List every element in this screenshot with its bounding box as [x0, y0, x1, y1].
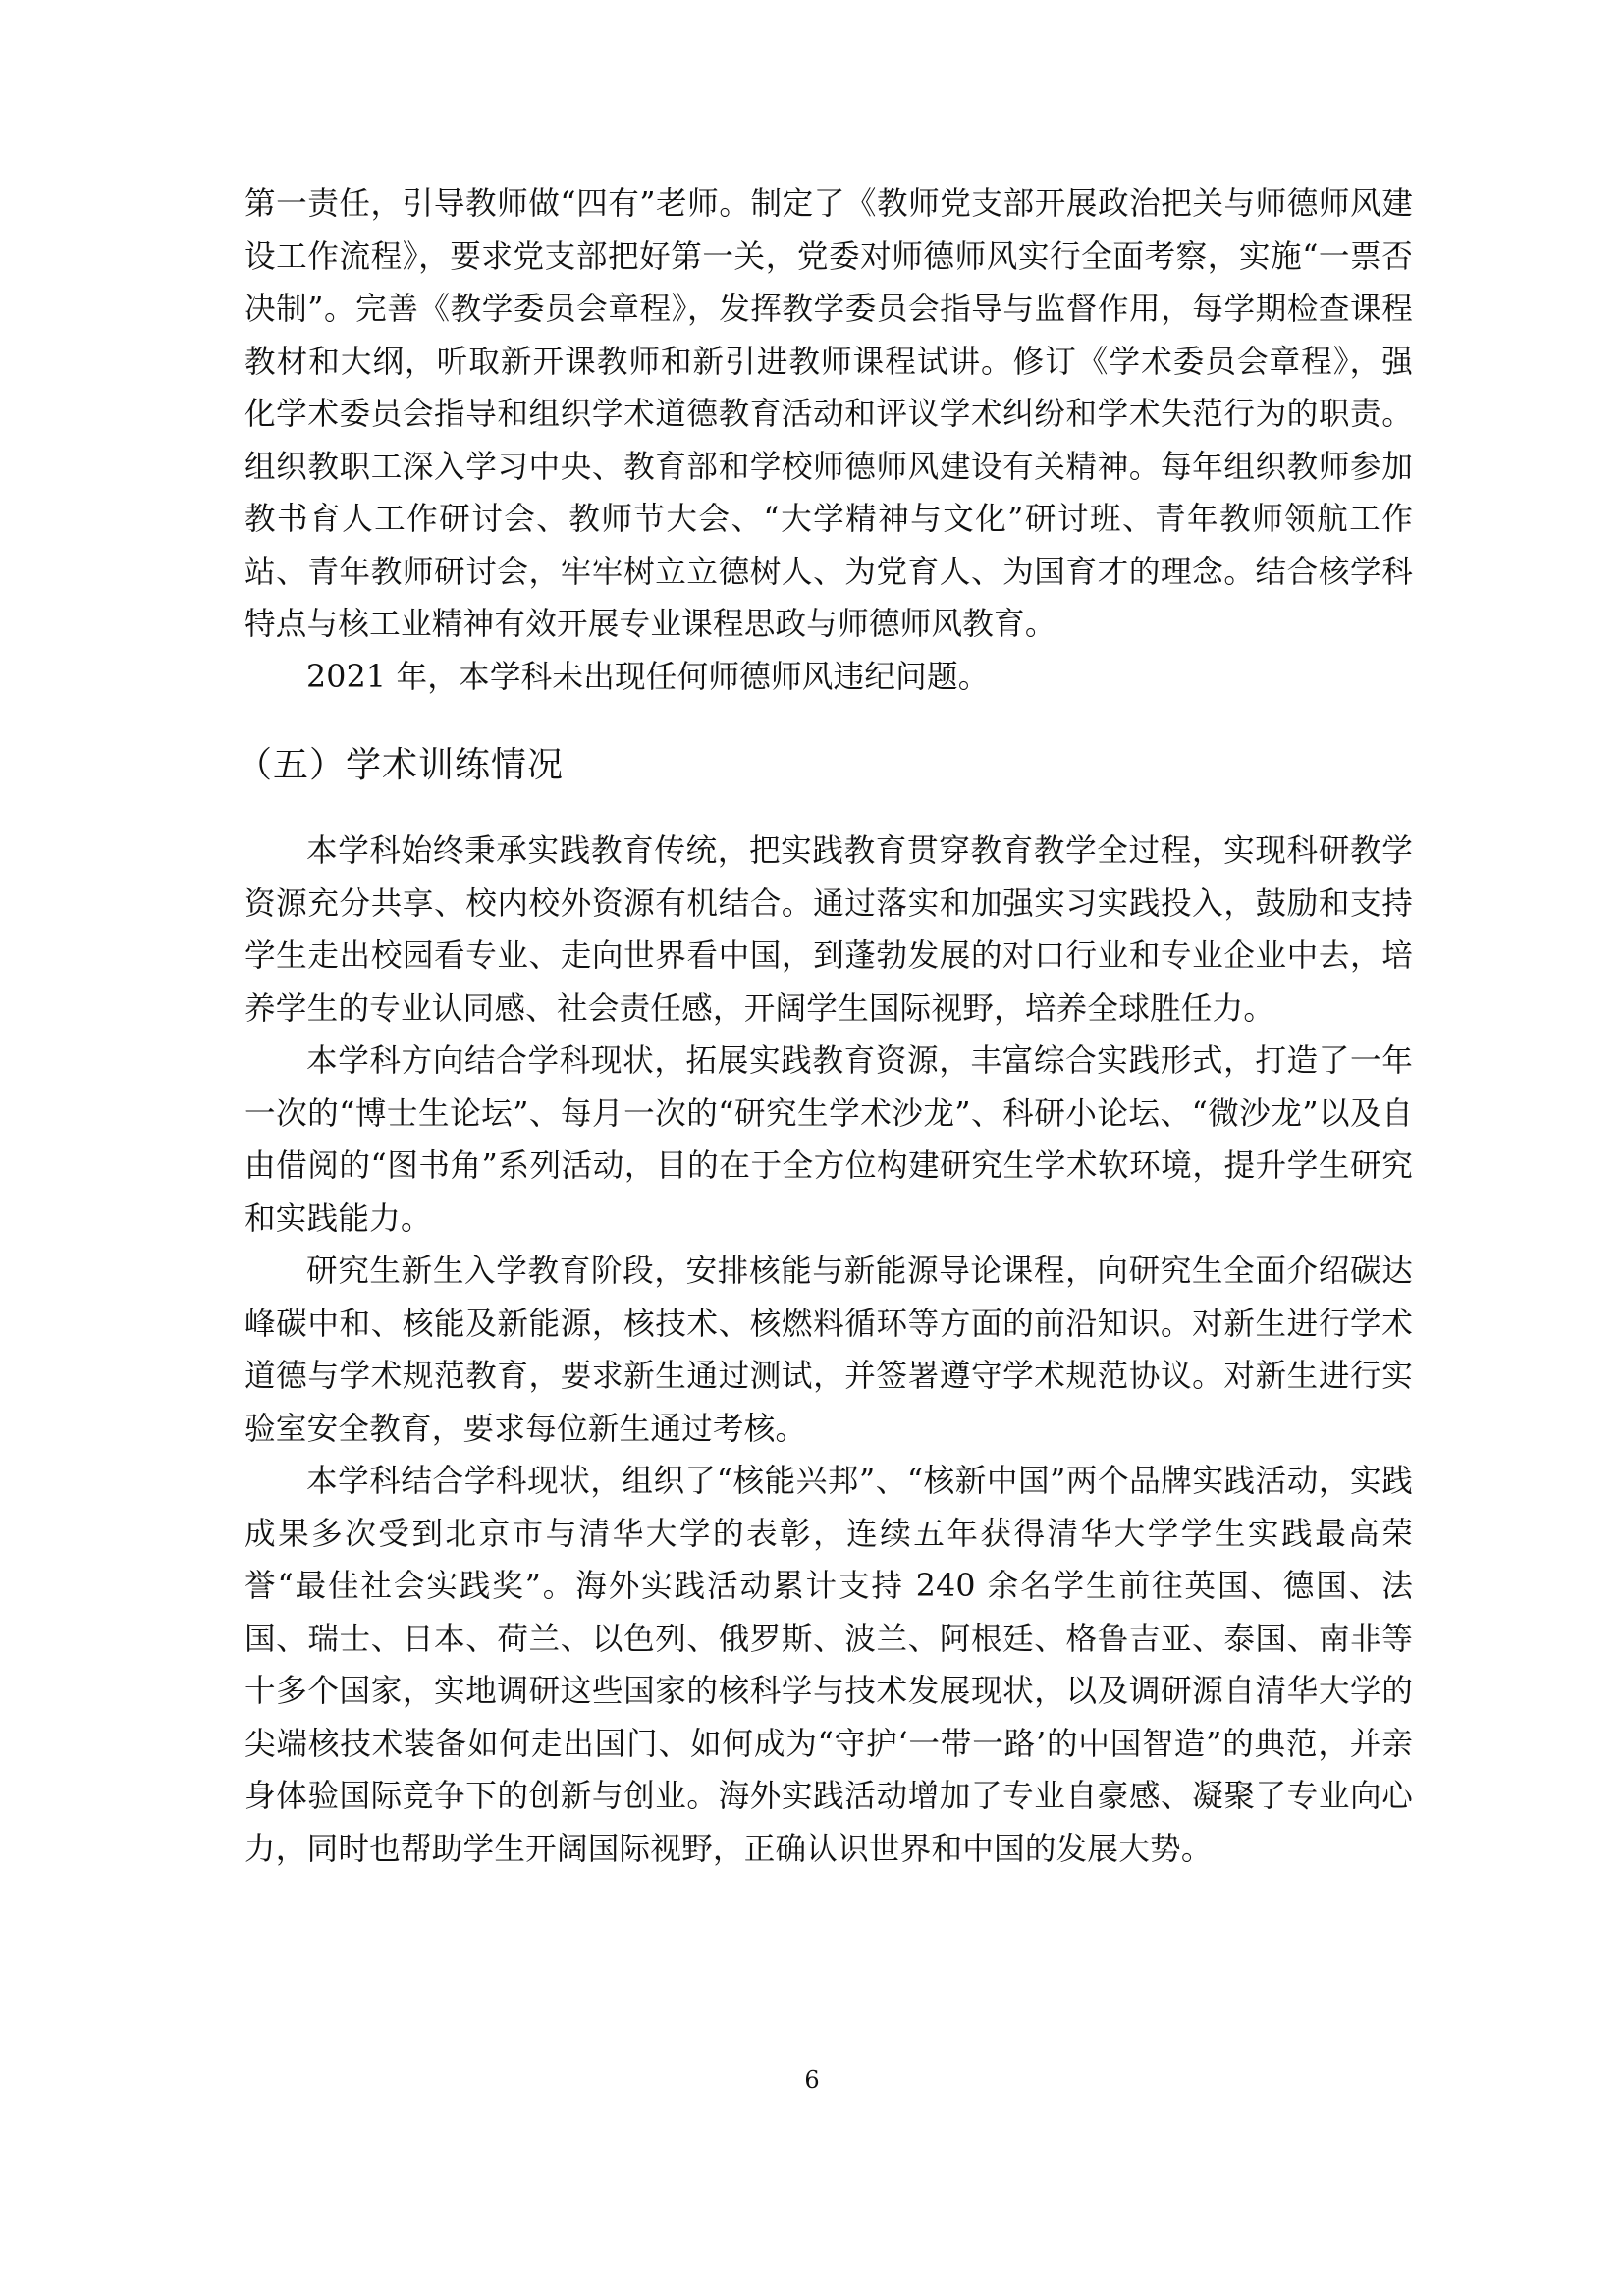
paragraph-practice-education: 本学科始终秉承实践教育传统，把实践教育贯穿教育教学全过程，实现科研教学资源充分共享、校内校外资源有机结合。通过落实和加强实习实践投入，鼓励和支持学生走出校园看专业、走向世界看中国，到蓬勃发展的对口行业和专业企业中去，培养学生的专业认同感、社会责任感，开阔学生国际视野，培养全球胜任力。 — [244, 833, 1413, 1027]
document-page — [237, 179, 1413, 1876]
paragraph-overseas-practice: 本学科结合学科现状，组织了“核能兴邦”、“核新中国”两个品牌实践活动，实践成果多次受到北京市与清华大学的表彰，连续五年获得清华大学学生实践最高荣誉“最佳社会实践奖”。海外实践活动累计支持 240 余名学生前往英国、德国、法国、瑞士、日本、荷兰、以色列、俄罗斯、波兰、阿根廷、格鲁吉亚、泰国、南非等十多个国家，实地调研这些国家的核科学与技术发展现状，以及调研源自清华大学的尖端核技术装备如何走出国门、如何成为“守护‘一带一路’的中国智造”的典范，并亲身体验国际竞争下的创新与创业。海外实践活动增加了专业自豪感、凝聚了专业向心力，同时也帮助学生开阔国际视野，正确认识世界和中国的发展大势。 — [244, 1464, 1413, 1867]
paragraph-orientation: 研究生新生入学教育阶段，安排核能与新能源导论课程，向研究生全面介绍碳达峰碳中和、核能及新能源，核技术、核燃料循环等方面的前沿知识。对新生进行学术道德与学术规范教育，要求新生通过测试，并签署遵守学术规范协议。对新生进行实验室安全教育，要求每位新生通过考核。 — [244, 1254, 1413, 1447]
paragraph-academic-activities: 本学科方向结合学科现状，拓展实践教育资源，丰富综合实践形式，打造了一年一次的“博士生论坛”、每月一次的“研究生学术沙龙”、科研小论坛、“微沙龙”以及自由借阅的“图书角”系列活动，目的在于全方位构建研究生学术软环境，提升学生研究和实践能力。 — [244, 1043, 1413, 1237]
section-heading-academic-training: （五）学术训练情况 — [237, 745, 565, 785]
paragraph-teacher-ethics-continued: 第一责任，引导教师做“四有”老师。制定了《教师党支部开展政治把关与师德师风建设工作流程》，要求党支部把好第一关，党委对师德师风实行全面考察，实施“一票否决制”。完善《教学委员会章程》，发挥教学委员会指导与监督作用，每学期检查课程教材和大纲，听取新开课教师和新引进教师课程试讲。修订《学术委员会章程》，强化学术委员会指导和组织学术道德教育活动和评议学术纠纷和学术失范行为的职责。组织教职工深入学习中央、教育部和学校师德师风建设有关精神。每年组织教师参加教书育人工作研讨会、教师节大会、“大学精神与文化”研讨班、青年教师领航工作站、青年教师研讨会，牢牢树立立德树人、为党育人、为国育才的理念。结合核学科特点与核工业精神有效开展专业课程思政与师德师风教育。 — [244, 187, 1413, 642]
page-number: 6 — [804, 2066, 820, 2094]
paragraph-no-violation: 2021 年，本学科未出现任何师德师风违纪问题。 — [306, 659, 990, 695]
